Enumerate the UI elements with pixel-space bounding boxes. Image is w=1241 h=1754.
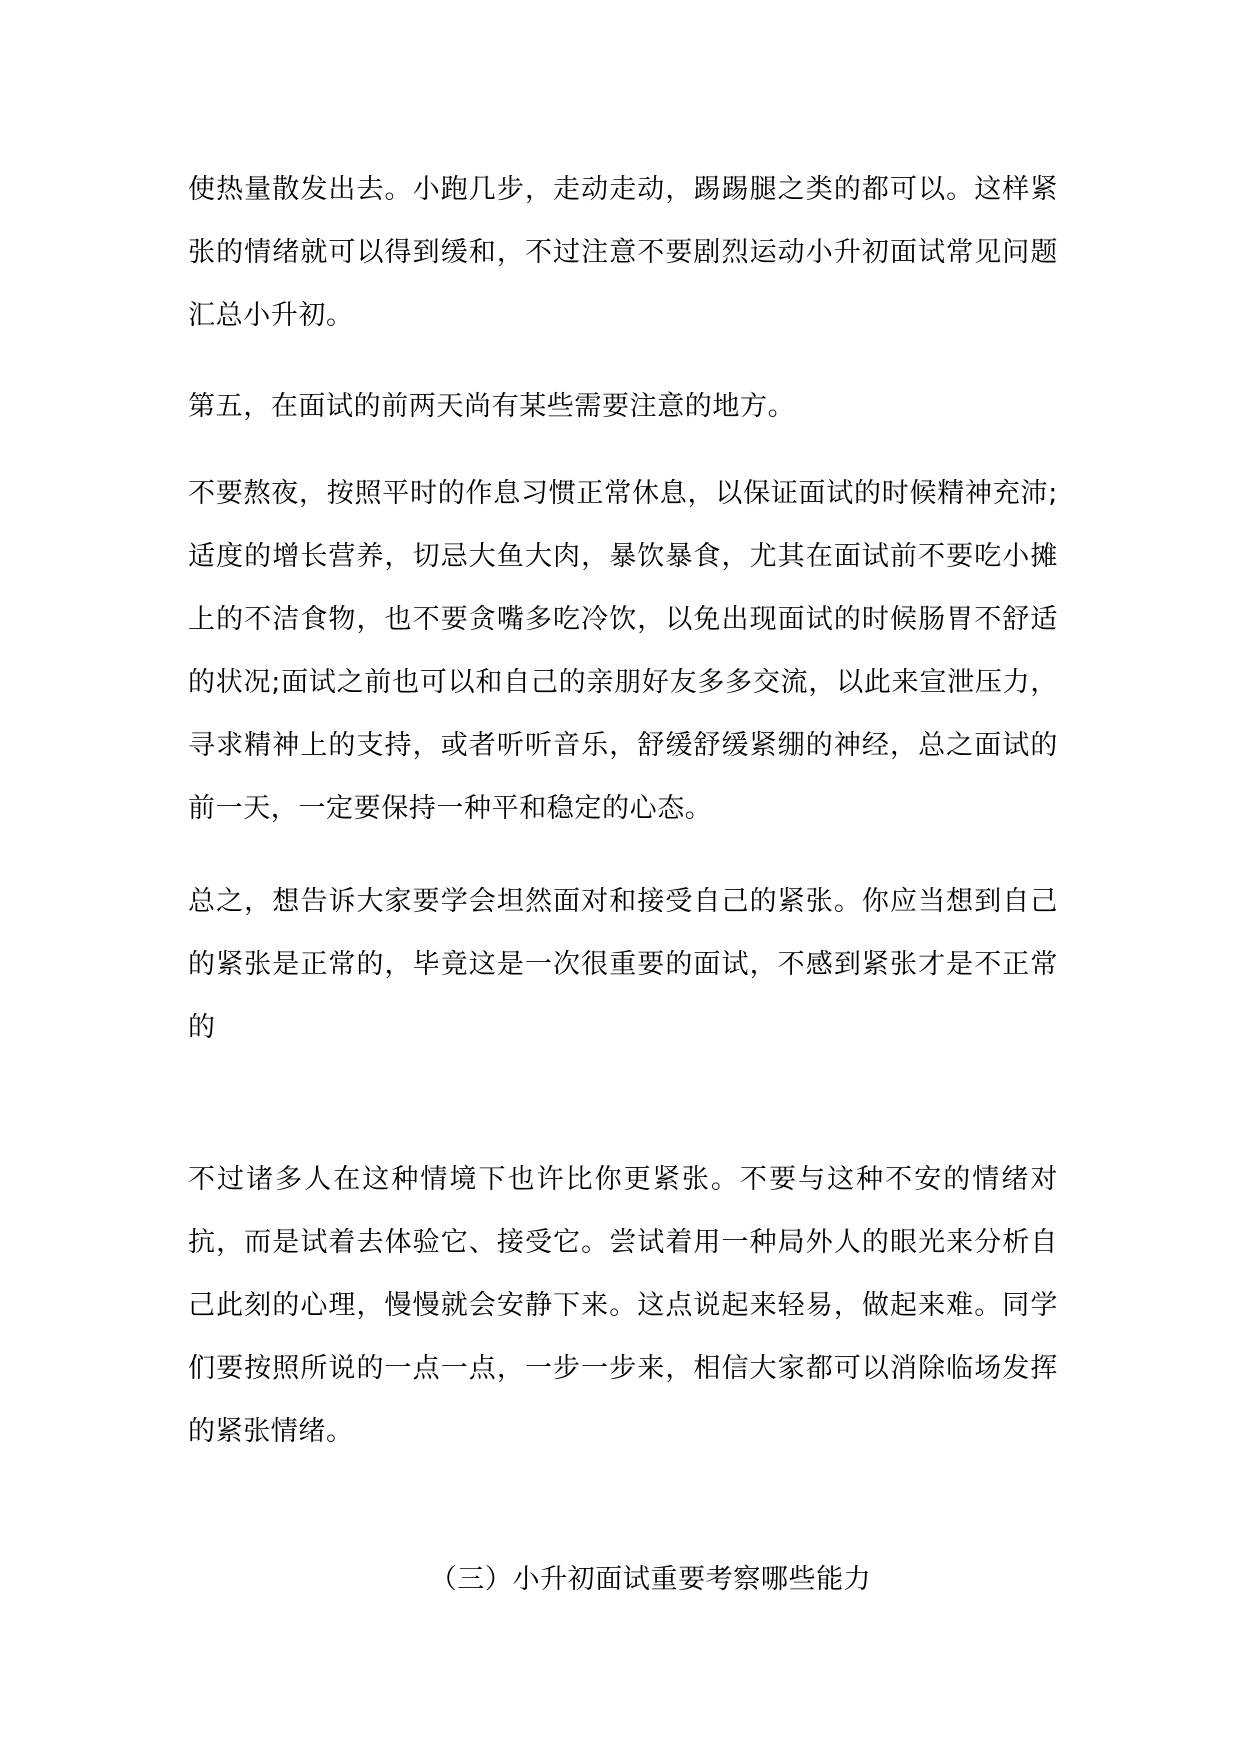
paragraph-3: 不要熬夜，按照平时的作息习惯正常休息，以保证面试的时候精神充沛;适度的增长营养，切忌大鱼大肉，暴饮暴食，尤其在面试前不要吃小摊上的不洁食物，也不要贪嘴多吃冷饮，以免出现面试的时候肠胃不舒适的状况;面试之前也可以和自己的亲朋好友多多交流，以此来宣泄压力，寻求精神上的支持，或者听听音乐，舒缓舒缓紧绷的神经，总之面试的前一天，一定要保持一种平和稳定的心态。 — [188, 478, 1058, 824]
paragraph-4: 总之，想告诉大家要学会坦然面对和接受自己的紧张。你应当想到自己的紧张是正常的，毕竟这是一次很重要的面试，不感到紧张才是不正常的 — [188, 886, 1058, 1043]
paragraph-2: 第五，在面试的前两天尚有某些需要注意的地方。 — [188, 391, 796, 422]
paragraph-5: 不过诸多人在这种情境下也许比你更紧张。不要与这种不安的情绪对抗，而是试着去体验它、接受它。尝试着用一种局外人的眼光来分析自己此刻的心理，慢慢就会安静下来。这点说起来轻易，做起来难。同学们要按照所说的一点一点，一步一步来，相信大家都可以消除临场发挥的紧张情绪。 — [188, 1164, 1058, 1447]
section-heading: （三）小升初面试重要考察哪些能力 — [429, 1564, 872, 1595]
paragraph-1: 使热量散发出去。小跑几步，走动走动，踢踢腿之类的都可以。这样紧张的情绪就可以得到缓和，不过注意不要剧烈运动小升初面试常见问题汇总小升初。 — [188, 174, 1058, 331]
